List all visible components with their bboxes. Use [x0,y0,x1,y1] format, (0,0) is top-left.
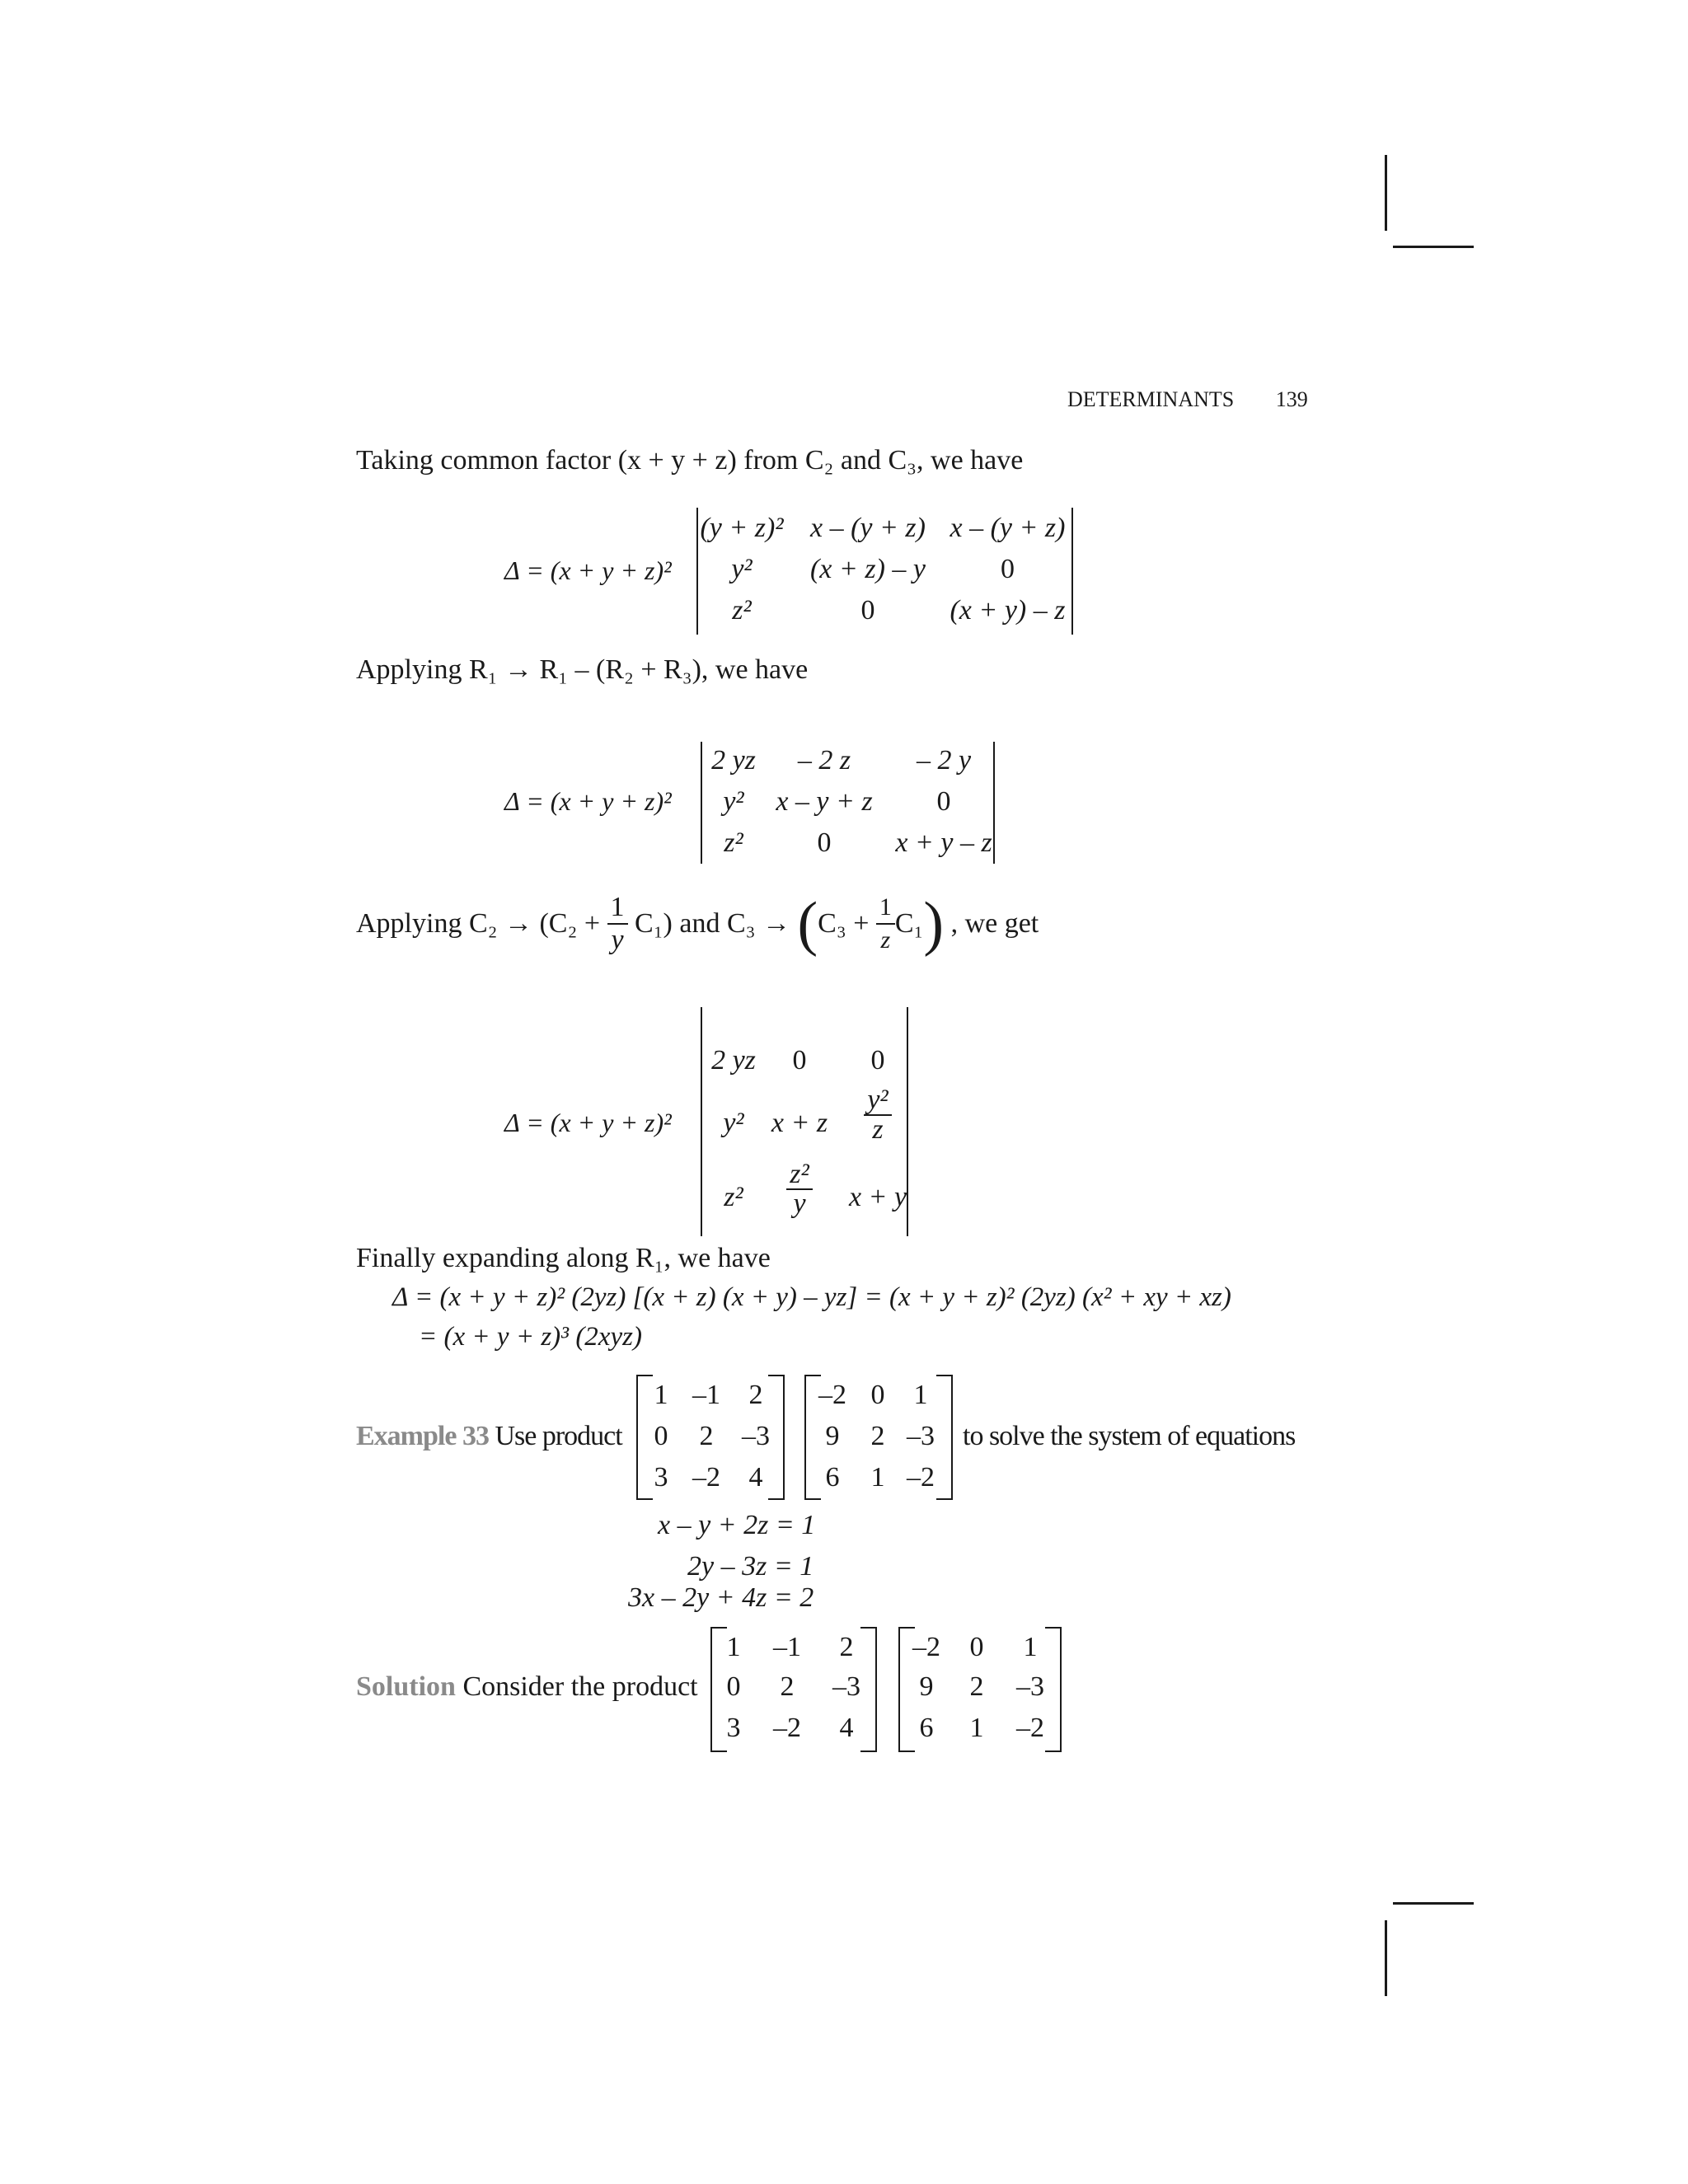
example-a-2-1: –2 [692,1462,720,1493]
solution-a-0-0: 1 [726,1632,741,1662]
det3-lhs: Δ = (x + y + z)² [504,1108,672,1137]
det1-cell-2-0: z² [732,595,752,626]
solution-a-1-1: 2 [780,1671,795,1702]
det1-cell-1-0: y² [731,554,753,584]
det2-cell-1-2: 0 [936,786,951,817]
det1-cell-2-2: (x + y) – z [950,595,1066,626]
det3-cell-1-2-fraction: $\frac{\text{y²}}{z}$ [841,1086,915,1144]
step3-suffix: , we get [950,908,1039,939]
step3-fraction-1-over-y: $\frac{1}{y}$ [607,892,628,956]
step3-paren-open: ( [797,890,818,958]
step3-c1: C₁ [894,908,924,939]
solution-a-0-1: –1 [773,1632,801,1662]
solution-a-1-2: –3 [832,1671,860,1702]
det2-cell-1-1: x – y + z [776,786,873,817]
example-b-1-1: 2 [870,1421,885,1451]
solution-b-0-0: –2 [912,1632,940,1662]
page-number: 139 [1275,387,1308,411]
solution-line [356,1673,698,1701]
det2-cell-2-2: x + y – z [895,827,992,858]
solution-b-2-1: 1 [969,1713,984,1743]
det1-cell-0-1: x – (y + z) [809,513,926,543]
example-a-2-0: 3 [654,1462,668,1493]
solution-b-0-2: 1 [1023,1632,1038,1662]
equation-2: 2y – 3z = 1 [687,1551,814,1582]
example-a-0-1: –1 [692,1380,720,1410]
solution-a-1-0: 0 [726,1671,741,1702]
solution-b-1-2: –3 [1016,1671,1044,1702]
example-b-2-2: –2 [907,1462,935,1493]
det2-cell-2-0: z² [724,827,743,858]
example-a-1-2: –3 [742,1421,770,1451]
det3-cell-0-0: 2 yz [711,1045,756,1076]
step2-text: Applying R₁ → R₁ – (R₂ + R₃), we have [356,654,809,685]
det3-cell-2-2: x + y [848,1182,907,1212]
example-a-1-0: 0 [654,1421,668,1451]
det1-cell-2-1: 0 [860,595,875,626]
step3-prefix: Applying C₂ → (C₂ + [356,908,601,939]
example-text-before: Use product [495,1421,622,1451]
equation-1: x – y + 2z = 1 [658,1510,816,1540]
final-intro: Finally expanding along R₁, we have [356,1243,771,1273]
solution-label: Solution [356,1671,456,1702]
example-b-0-0: –2 [818,1380,846,1410]
example-b-1-2: –3 [907,1421,935,1451]
det3-cell-2-1-fraction: $\frac{\text{z²}}{y}$ [767,1160,832,1218]
solution-a-0-2: 2 [839,1632,854,1662]
step3-paren-inner: C₃ + [818,908,870,939]
example-b-0-2: 1 [913,1380,928,1410]
crop-mark-top-horizontal [1393,246,1474,248]
example-b-0-1: 0 [870,1380,885,1410]
step3-fraction-1-over-z: $\frac{1}{z}$ [876,892,895,956]
step3-mid: C₁) and C₃ → [635,908,790,939]
det2-cell-0-0: 2 yz [711,745,756,776]
example-number: Example 33 [356,1421,489,1451]
det2-lhs: Δ = (x + y + z)² [504,786,672,816]
solution-a-2-2: 4 [839,1713,854,1743]
running-title: DETERMINANTS [1067,387,1235,411]
example-a-2-2: 4 [748,1462,763,1493]
solution-b-2-2: –2 [1016,1713,1044,1743]
example-a-0-2: 2 [748,1380,763,1410]
det2-cell-0-1: – 2 z [797,745,851,776]
final-line2: = (x + y + z)³ (2xyz) [419,1322,642,1352]
step1-text: Taking common factor (x + y + z) from C₂ and C₃, we have [356,445,1024,476]
det1-lhs: Δ = (x + y + z)² [504,555,672,585]
det2-cell-1-0: y² [723,786,744,817]
example-b-1-0: 9 [825,1421,840,1451]
det1-cell-0-2: x – (y + z) [950,513,1066,543]
step3-paren-close: ) [923,890,945,958]
example-text-after: to solve the system of equations [963,1421,1296,1451]
crop-mark-bottom-vertical [1385,1920,1387,1996]
solution-b-1-1: 2 [969,1671,984,1702]
det3-cell-2-0: z² [724,1182,743,1212]
example-b-2-1: 1 [870,1462,885,1493]
det1-cell-1-2: 0 [1001,554,1015,584]
example-a-0-0: 1 [654,1380,668,1410]
solution-a-2-0: 3 [726,1713,741,1743]
solution-b-1-0: 9 [919,1671,934,1702]
det2-cell-0-2: – 2 y [916,745,972,776]
det3-cell-1-1: x + z [771,1108,828,1138]
det1-cell-0-0: (y + z)² [700,513,784,543]
crop-mark-top-vertical [1385,155,1387,231]
step3-line [356,892,1039,956]
example-a-1-1: 2 [699,1421,714,1451]
solution-b-0-1: 0 [969,1632,984,1662]
example-label [356,1422,622,1451]
running-header [1067,387,1308,412]
example-b-2-0: 6 [825,1462,840,1493]
det3-cell-0-2: 0 [870,1045,885,1076]
equation-3: 3x – 2y + 4z = 2 [628,1582,814,1613]
solution-text: Consider the product [462,1671,698,1702]
det1-cell-1-1: (x + z) – y [809,554,926,584]
det3-cell-0-1: 0 [792,1045,807,1076]
final-line1: Δ = (x + y + z)² (2yz) [(x + z) (x + y) – yz] = (x + y + z)² (2yz) (x² + xy + xz) [392,1282,1231,1312]
det3-cell-1-0: y² [723,1108,744,1138]
crop-mark-bottom-horizontal [1393,1902,1474,1905]
det2-cell-2-1: 0 [817,827,832,858]
solution-a-2-1: –2 [773,1713,801,1743]
solution-b-2-0: 6 [919,1713,934,1743]
